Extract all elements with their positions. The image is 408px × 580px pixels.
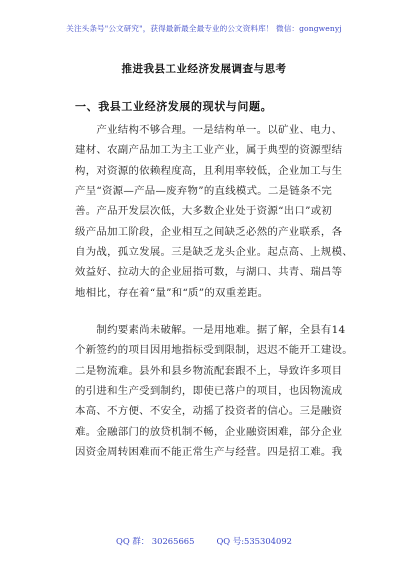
paragraph-line: 本高、不方便、不安全，动摇了投资者的信心。三是融资 [75,405,343,418]
paragraph-industry-structure [75,120,353,303]
promo-banner: 关注头条号"公文研究"，获得最新最全最专业的公文资料库！ 微信：gongwenyj [66,24,342,33]
footer-contact [0,535,408,547]
paragraph-line: 建材、农副产品加工为主工业产业，属于典型的资源型结 [75,144,343,157]
paragraph-line: 善。产品开发层次低，大多数企业处于资源“出口”或初 [75,205,333,218]
paragraph-line: 产业结构不够合理。一是结构单一。以矿业、电力、 [75,124,343,136]
paragraph-line: 个新签约的项目因用地指标受到限制，迟迟不能开工建设。 [75,344,353,357]
section-heading: 一、我县工业经济发展的现状与问题。 [75,100,273,113]
document-title: 推进我县工业经济发展调查与思考 [121,63,287,75]
paragraph-constraints [75,320,353,462]
paragraph-line: 二是物流难。县外和县乡物流配套跟不上，导致许多项目 [75,364,343,377]
paragraph-line: 效益好、拉动大的企业屈指可数，与湖口、共青、瑞昌等 [75,266,343,279]
paragraph-line: 级产品加工阶段，企业相互之间缺乏必然的产业联系，各 [75,225,343,238]
paragraph-line: 制约要素尚未破解。一是用地难。据了解，全县有14 [75,324,346,336]
paragraph-line: 因资金周转困难而不能正常生产与经营。四是招工难。我 [75,446,343,459]
paragraph-line: 构，对资源的依赖程度高，且利用率较低，企业加工与生 [75,164,343,177]
footer-qq-group: QQ 群： 30265665 [116,536,195,546]
paragraph-line: 地相比，存在着“量”和“质”的双重差距。 [75,286,269,299]
paragraph-line: 产呈“资源—产品—废弃物”的直线模式。二是链条不完 [75,185,333,198]
paragraph-line: 的引进和生产受到制约，即使已落户的项目，也因物流成 [75,385,343,398]
paragraph-line: 难。金融部门的放贷机制不畅，企业融资困难，部分企业 [75,425,343,438]
paragraph-line: 自为战，孤立发展。三是缺乏龙头企业。起点高、上规模、 [75,246,353,259]
footer-qq-number: QQ 号:535304092 [216,536,292,546]
